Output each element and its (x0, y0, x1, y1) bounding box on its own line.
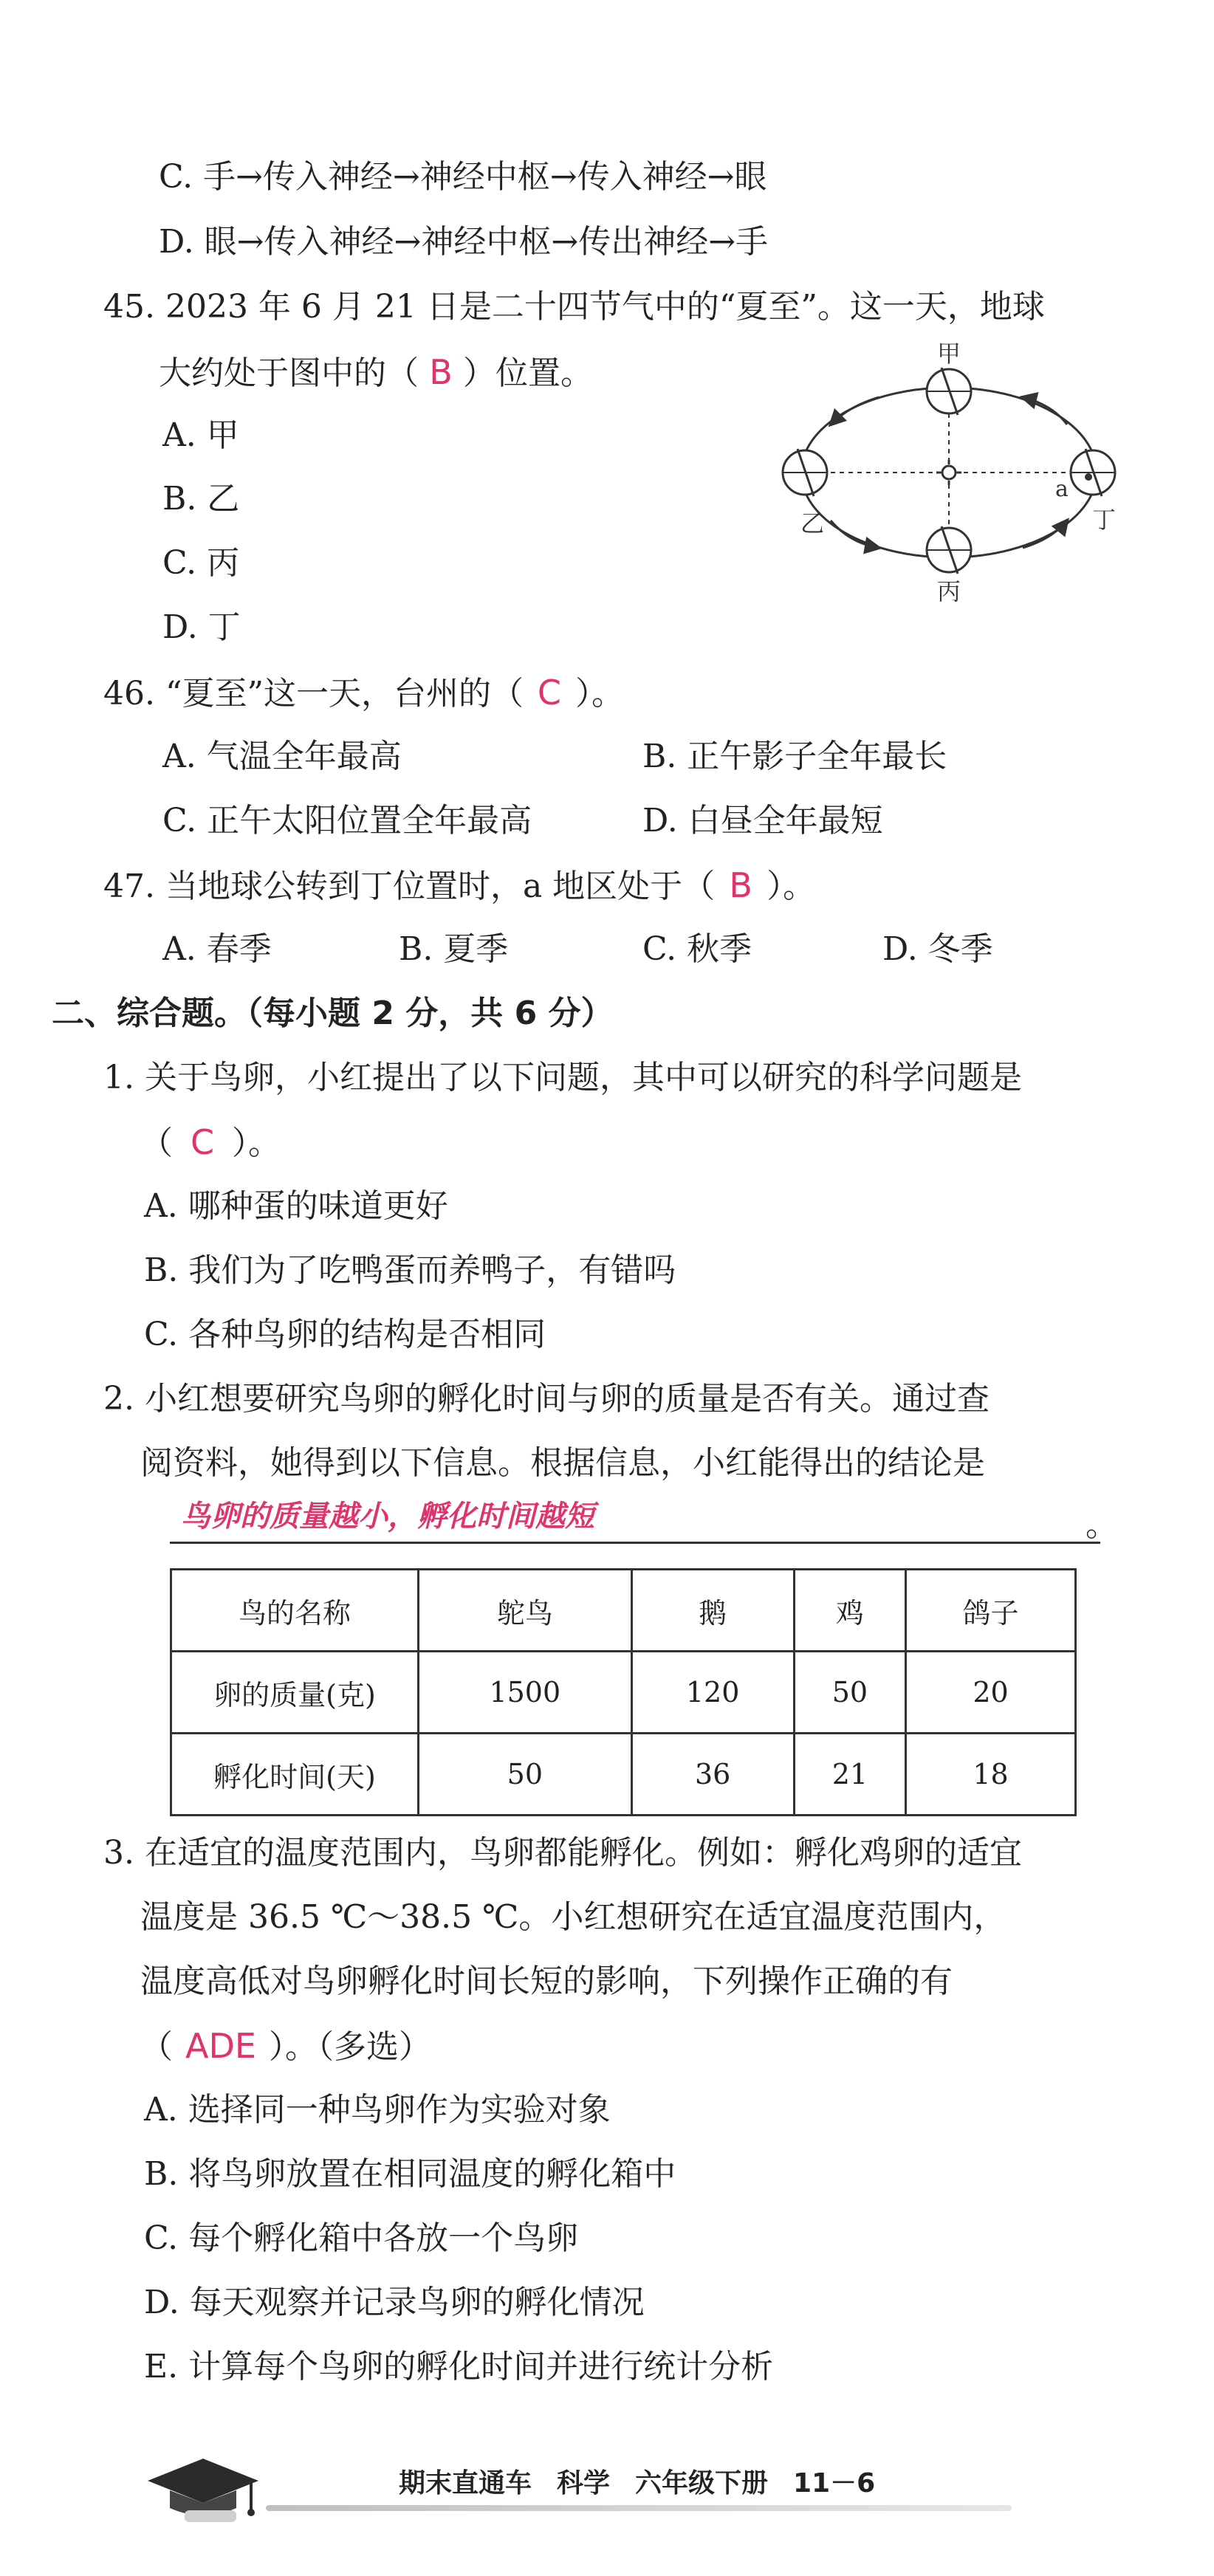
q47-stem-post: ）。 (767, 868, 816, 905)
s1-stem-line2 (140, 1120, 281, 1166)
q45-option-c: C. 丙 (162, 544, 240, 582)
earth-left-icon (783, 449, 827, 496)
s3-answer: ADE (185, 2026, 256, 2066)
q47-stem-pre: 47. 当地球公转到丁位置时，a 地区处于（ (103, 868, 716, 905)
table-cell: 120 (631, 1652, 794, 1734)
q45-stem-post: ）位置。 (463, 354, 593, 392)
q47-stem (103, 863, 815, 909)
q46-stem-pre: 46. “夏至”这一天，台州的（ (103, 675, 524, 712)
s3-option-a: A. 选择同一种鸟卵作为实验对象 (144, 2091, 611, 2129)
q46-stem-post: ）。 (575, 675, 624, 712)
q45-stem-line2 (159, 350, 593, 396)
s1-stem-line1: 1. 关于鸟卵，小红提出了以下问题，其中可以研究的科学问题是 (103, 1059, 1022, 1096)
s3-option-d: D. 每天观察并记录鸟卵的孵化情况 (144, 2284, 645, 2321)
option-d-prev: D. 眼→传入神经→神经中枢→传出神经→手 (159, 223, 769, 261)
s3-stem-line1: 3. 在适宜的温度范围内，鸟卵都能孵化。例如：孵化鸡卵的适宜 (103, 1834, 1022, 1872)
table-header-cell: 鸵鸟 (419, 1570, 632, 1652)
q46-stem (103, 670, 624, 716)
table-row (171, 1652, 1076, 1734)
table-cell: 20 (906, 1652, 1076, 1734)
q45-stem-pre: 大约处于图中的（ (159, 354, 419, 392)
table-cell: 卵的质量(克) (171, 1652, 419, 1734)
table-header-row (171, 1570, 1076, 1652)
s2-stem-line2: 阅资料，她得到以下信息。根据信息，小红能得出的结论是 (140, 1444, 985, 1482)
s1-answer: C (190, 1122, 215, 1162)
s3-stem-line3: 温度高低对鸟卵孵化时间长短的影响，下列操作正确的有 (140, 1962, 953, 2000)
table-cell: 1500 (419, 1652, 632, 1734)
q45-stem-line1: 45. 2023 年 6 月 21 日是二十四节气中的“夏至”。这一天，地球 (103, 288, 1045, 326)
footer-rule (266, 2505, 1012, 2511)
s3-option-b: B. 将鸟卵放置在相同温度的孵化箱中 (144, 2155, 676, 2193)
s1-option-c: C. 各种鸟卵的结构是否相同 (144, 1316, 546, 1353)
label-jia: 甲 (936, 340, 961, 368)
label-point-a: a (1055, 476, 1069, 502)
table-header-cell: 鹅 (631, 1570, 794, 1652)
s3-option-e: E. 计算每个鸟卵的孵化时间并进行统计分析 (144, 2348, 774, 2386)
q45-option-d: D. 丁 (162, 608, 241, 646)
table-cell: 18 (906, 1734, 1076, 1816)
egg-data-table (170, 1568, 1077, 1816)
q46-option-b: B. 正午影子全年最长 (642, 738, 947, 775)
s3-stem-line4 (140, 2024, 431, 2070)
earth-right-icon (1071, 449, 1115, 496)
q46-option-d: D. 白昼全年最短 (642, 802, 883, 839)
table-cell: 孵化时间(天) (171, 1734, 419, 1816)
table-cell: 50 (794, 1652, 905, 1734)
footer-subject: 科学 (557, 2468, 611, 2498)
table-cell: 36 (631, 1734, 794, 1816)
footer-grade: 六年级下册 (635, 2468, 769, 2498)
sun-icon (936, 460, 961, 485)
s1-option-b: B. 我们为了吃鸭蛋而养鸭子，有错吗 (144, 1251, 676, 1289)
s2-stem-line1: 2. 小红想要研究鸟卵的孵化时间与卵的质量是否有关。通过查 (103, 1380, 990, 1418)
s3-stem-pre: （ (140, 2028, 173, 2066)
label-bing: 丙 (936, 577, 961, 605)
q47-option-a: A. 春季 (162, 930, 272, 968)
s2-answer: 鸟卵的质量越小，孵化时间越短 (181, 1500, 594, 1533)
graduation-cap-icon (140, 2440, 266, 2529)
q45-option-b: B. 乙 (162, 480, 240, 518)
label-ding: 丁 (1091, 506, 1117, 534)
q47-option-d: D. 冬季 (882, 930, 993, 968)
s2-answer-end: 。 (1086, 1506, 1118, 1544)
page-number: 11－6 (793, 2468, 876, 2498)
q47-answer: B (729, 865, 752, 905)
earth-orbit-diagram (768, 332, 1130, 605)
page-footer (0, 2440, 1214, 2529)
q46-option-a: A. 气温全年最高 (162, 738, 402, 775)
table-cell: 21 (794, 1734, 905, 1816)
s1-option-a: A. 哪种蛋的味道更好 (144, 1187, 448, 1225)
table-cell: 50 (419, 1734, 632, 1816)
table-row (171, 1734, 1076, 1816)
table-header-cell: 鸽子 (906, 1570, 1076, 1652)
table-header-cell: 鸟的名称 (171, 1570, 419, 1652)
section-2-title: 二、综合题。（每小题 2 分，共 6 分） (52, 995, 614, 1032)
s3-option-c: C. 每个孵化箱中各放一个鸟卵 (144, 2219, 579, 2257)
q46-option-c: C. 正午太阳位置全年最高 (162, 802, 532, 839)
s1-stem-post: ）。 (232, 1124, 281, 1162)
s1-stem-pre: （ (140, 1124, 173, 1162)
q45-option-a: A. 甲 (162, 416, 239, 454)
earth-bottom-icon (927, 526, 971, 574)
q47-option-b: B. 夏季 (399, 930, 509, 968)
footer-text (399, 2462, 900, 2500)
q46-answer: C (537, 673, 562, 712)
footer-book: 期末直通车 (399, 2468, 532, 2498)
option-c-prev: C. 手→传入神经→神经中枢→传入神经→眼 (159, 158, 767, 196)
table-header-cell: 鸡 (794, 1570, 905, 1652)
s2-answer-underline (170, 1542, 1100, 1544)
label-yi: 乙 (800, 509, 825, 537)
q45-answer: B (429, 352, 453, 392)
q47-option-c: C. 秋季 (642, 930, 752, 968)
earth-top-icon (927, 368, 971, 415)
s3-stem-line2: 温度是 36.5 ℃～38.5 ℃。小红想研究在适宜温度范围内， (140, 1898, 1006, 1936)
s3-stem-post: ）。（多选） (269, 2028, 431, 2066)
